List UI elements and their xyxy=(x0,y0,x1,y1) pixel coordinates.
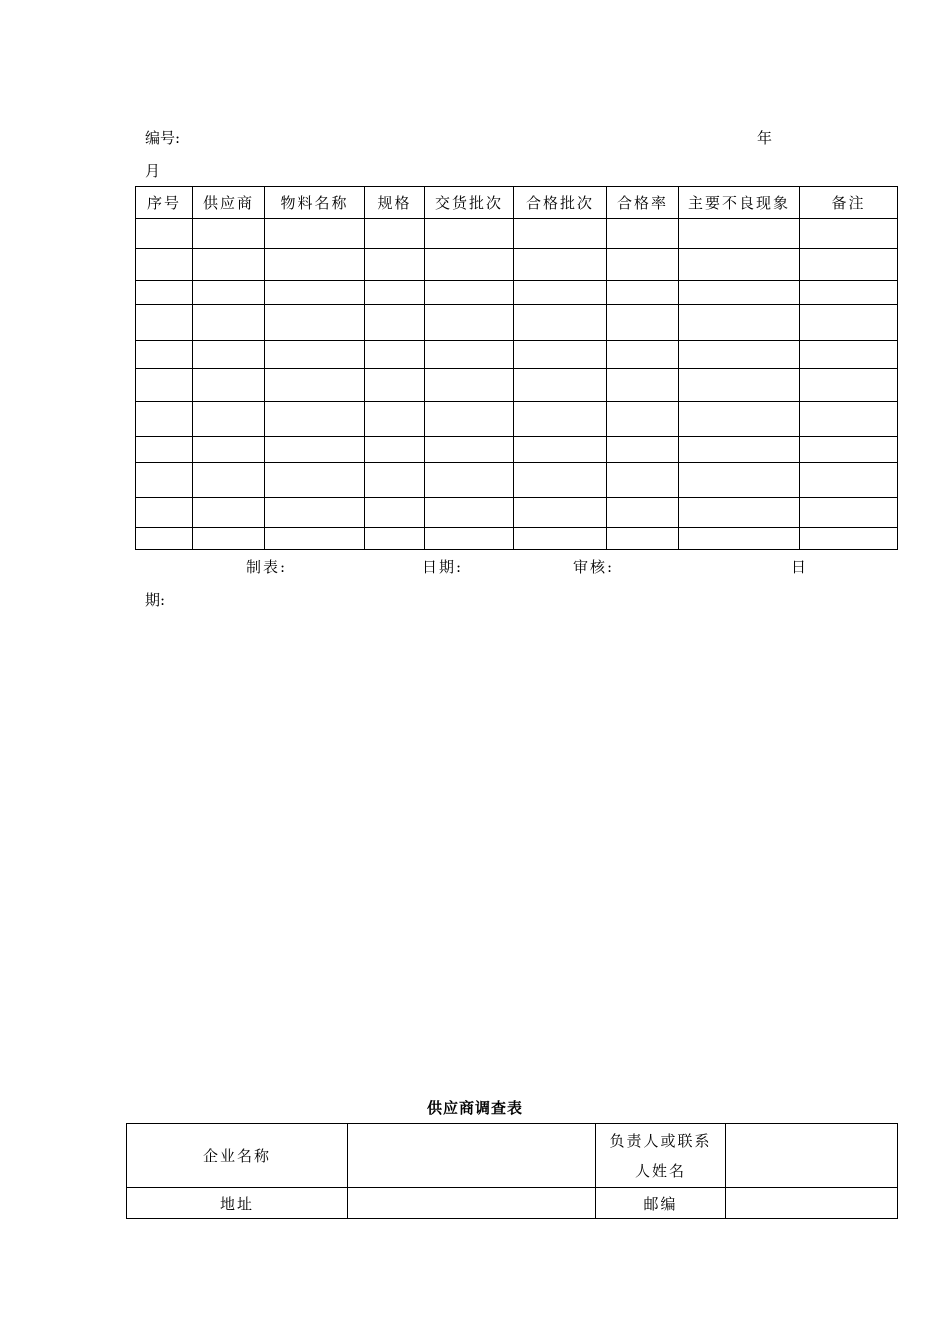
header-seq: 序号 xyxy=(136,187,193,219)
date-label-2-part2: 期: xyxy=(145,591,166,609)
table-cell[interactable] xyxy=(365,463,425,498)
header-delivery-batches: 交货批次 xyxy=(425,187,514,219)
table-cell[interactable] xyxy=(365,528,425,550)
table-cell[interactable] xyxy=(607,249,679,281)
postcode-value[interactable] xyxy=(726,1188,898,1219)
table-cell[interactable] xyxy=(425,305,514,341)
table-cell[interactable] xyxy=(679,437,800,463)
year-label: 年 xyxy=(757,129,773,147)
table-cell[interactable] xyxy=(193,219,265,249)
table-cell[interactable] xyxy=(136,341,193,369)
table-cell[interactable] xyxy=(800,369,898,402)
header-remarks: 备注 xyxy=(800,187,898,219)
table-cell[interactable] xyxy=(679,463,800,498)
table-cell[interactable] xyxy=(136,437,193,463)
table-cell[interactable] xyxy=(514,305,607,341)
supplier-survey-table xyxy=(126,1123,898,1219)
table-cell[interactable] xyxy=(365,437,425,463)
postcode-label: 邮编 xyxy=(596,1188,726,1219)
table-cell[interactable] xyxy=(365,219,425,249)
contact-person-label-line1: 负责人或联系 xyxy=(609,1131,712,1150)
table-cell[interactable] xyxy=(425,498,514,528)
table-cell[interactable] xyxy=(514,281,607,305)
address-value[interactable] xyxy=(348,1188,596,1219)
table-row xyxy=(127,1188,898,1219)
table-cell[interactable] xyxy=(136,249,193,281)
table-cell[interactable] xyxy=(365,341,425,369)
table-row xyxy=(136,219,898,249)
table-cell[interactable] xyxy=(514,249,607,281)
table-cell[interactable] xyxy=(265,402,365,437)
table-cell[interactable] xyxy=(425,249,514,281)
maker-label: 制表: xyxy=(246,558,288,576)
table-cell[interactable] xyxy=(607,402,679,437)
table-cell[interactable] xyxy=(679,305,800,341)
table-cell[interactable] xyxy=(425,402,514,437)
table-cell[interactable] xyxy=(425,528,514,550)
table-cell[interactable] xyxy=(193,528,265,550)
table-cell[interactable] xyxy=(679,402,800,437)
table-row xyxy=(136,498,898,528)
table-cell[interactable] xyxy=(136,369,193,402)
table-cell[interactable] xyxy=(425,219,514,249)
table-cell[interactable] xyxy=(800,281,898,305)
table-cell[interactable] xyxy=(193,463,265,498)
table-cell[interactable] xyxy=(193,249,265,281)
table-cell[interactable] xyxy=(607,437,679,463)
address-label: 地址 xyxy=(127,1188,348,1219)
table-cell[interactable] xyxy=(365,369,425,402)
table-cell[interactable] xyxy=(365,402,425,437)
company-name-label: 企业名称 xyxy=(127,1124,348,1188)
table-cell[interactable] xyxy=(514,463,607,498)
table-row xyxy=(136,528,898,550)
table-cell[interactable] xyxy=(514,369,607,402)
table-cell[interactable] xyxy=(425,369,514,402)
table-cell[interactable] xyxy=(607,528,679,550)
table-cell[interactable] xyxy=(607,463,679,498)
table-row xyxy=(136,463,898,498)
date-label: 日期: xyxy=(422,558,464,576)
table-cell[interactable] xyxy=(193,281,265,305)
table-cell[interactable] xyxy=(800,463,898,498)
table-cell[interactable] xyxy=(265,528,365,550)
table-cell[interactable] xyxy=(265,498,365,528)
table-cell[interactable] xyxy=(193,402,265,437)
table-cell[interactable] xyxy=(679,341,800,369)
table-cell[interactable] xyxy=(679,369,800,402)
table-row xyxy=(136,402,898,437)
table-cell[interactable] xyxy=(679,219,800,249)
table-cell[interactable] xyxy=(193,437,265,463)
table-row xyxy=(136,341,898,369)
table-cell[interactable] xyxy=(679,528,800,550)
table-cell[interactable] xyxy=(607,369,679,402)
contact-person-label xyxy=(596,1124,726,1188)
table-cell[interactable] xyxy=(607,281,679,305)
table-cell[interactable] xyxy=(607,219,679,249)
table-cell[interactable] xyxy=(514,437,607,463)
table-cell[interactable] xyxy=(514,341,607,369)
table-cell[interactable] xyxy=(514,498,607,528)
table-cell[interactable] xyxy=(514,402,607,437)
table-cell[interactable] xyxy=(265,219,365,249)
table-cell[interactable] xyxy=(800,341,898,369)
table-cell[interactable] xyxy=(425,463,514,498)
table-cell[interactable] xyxy=(365,281,425,305)
date-label-2-part1: 日 xyxy=(791,558,807,576)
table-cell[interactable] xyxy=(136,281,193,305)
number-label: 编号: xyxy=(145,129,181,147)
header-supplier: 供应商 xyxy=(193,187,265,219)
table-row xyxy=(136,281,898,305)
table-cell[interactable] xyxy=(193,369,265,402)
table-cell[interactable] xyxy=(265,437,365,463)
table-cell[interactable] xyxy=(800,219,898,249)
table-cell[interactable] xyxy=(425,341,514,369)
table-header-row xyxy=(136,187,898,219)
table-cell[interactable] xyxy=(193,498,265,528)
table-cell[interactable] xyxy=(136,463,193,498)
table-row xyxy=(127,1124,898,1188)
table-cell[interactable] xyxy=(265,369,365,402)
table-cell[interactable] xyxy=(607,498,679,528)
table-cell[interactable] xyxy=(193,341,265,369)
survey-title: 供应商调查表 xyxy=(426,1099,523,1117)
table-cell[interactable] xyxy=(265,249,365,281)
table-cell[interactable] xyxy=(265,305,365,341)
table-cell[interactable] xyxy=(136,219,193,249)
table-cell[interactable] xyxy=(800,437,898,463)
contact-person-value[interactable] xyxy=(726,1124,898,1188)
table-cell[interactable] xyxy=(365,305,425,341)
table-row xyxy=(136,437,898,463)
header-main-defects: 主要不良现象 xyxy=(679,187,800,219)
table-cell[interactable] xyxy=(425,281,514,305)
table-cell[interactable] xyxy=(365,249,425,281)
header-spec: 规格 xyxy=(365,187,425,219)
table-cell[interactable] xyxy=(136,498,193,528)
supplier-quality-table xyxy=(135,186,898,550)
table-cell[interactable] xyxy=(607,341,679,369)
contact-person-label-line2: 人姓名 xyxy=(634,1161,686,1180)
header-qualified-batches: 合格批次 xyxy=(514,187,607,219)
table-cell[interactable] xyxy=(679,281,800,305)
table-cell[interactable] xyxy=(365,498,425,528)
table-cell[interactable] xyxy=(193,305,265,341)
table-cell[interactable] xyxy=(800,498,898,528)
table-cell[interactable] xyxy=(800,249,898,281)
company-name-value[interactable] xyxy=(348,1124,596,1188)
table-cell[interactable] xyxy=(607,305,679,341)
table-cell[interactable] xyxy=(425,437,514,463)
header-pass-rate: 合格率 xyxy=(607,187,679,219)
table-cell[interactable] xyxy=(679,498,800,528)
table-row xyxy=(136,249,898,281)
table-cell[interactable] xyxy=(679,249,800,281)
header-material-name: 物料名称 xyxy=(265,187,365,219)
table-cell[interactable] xyxy=(800,305,898,341)
table-cell[interactable] xyxy=(514,219,607,249)
table-cell[interactable] xyxy=(265,341,365,369)
month-label: 月 xyxy=(145,162,161,180)
table-cell[interactable] xyxy=(514,528,607,550)
table-cell[interactable] xyxy=(136,528,193,550)
table-cell[interactable] xyxy=(800,528,898,550)
table-cell[interactable] xyxy=(265,281,365,305)
table-cell[interactable] xyxy=(136,402,193,437)
table-cell[interactable] xyxy=(136,305,193,341)
reviewer-label: 审核: xyxy=(573,558,615,576)
table-row xyxy=(136,369,898,402)
table-cell[interactable] xyxy=(800,402,898,437)
table-row xyxy=(136,305,898,341)
table-cell[interactable] xyxy=(265,463,365,498)
